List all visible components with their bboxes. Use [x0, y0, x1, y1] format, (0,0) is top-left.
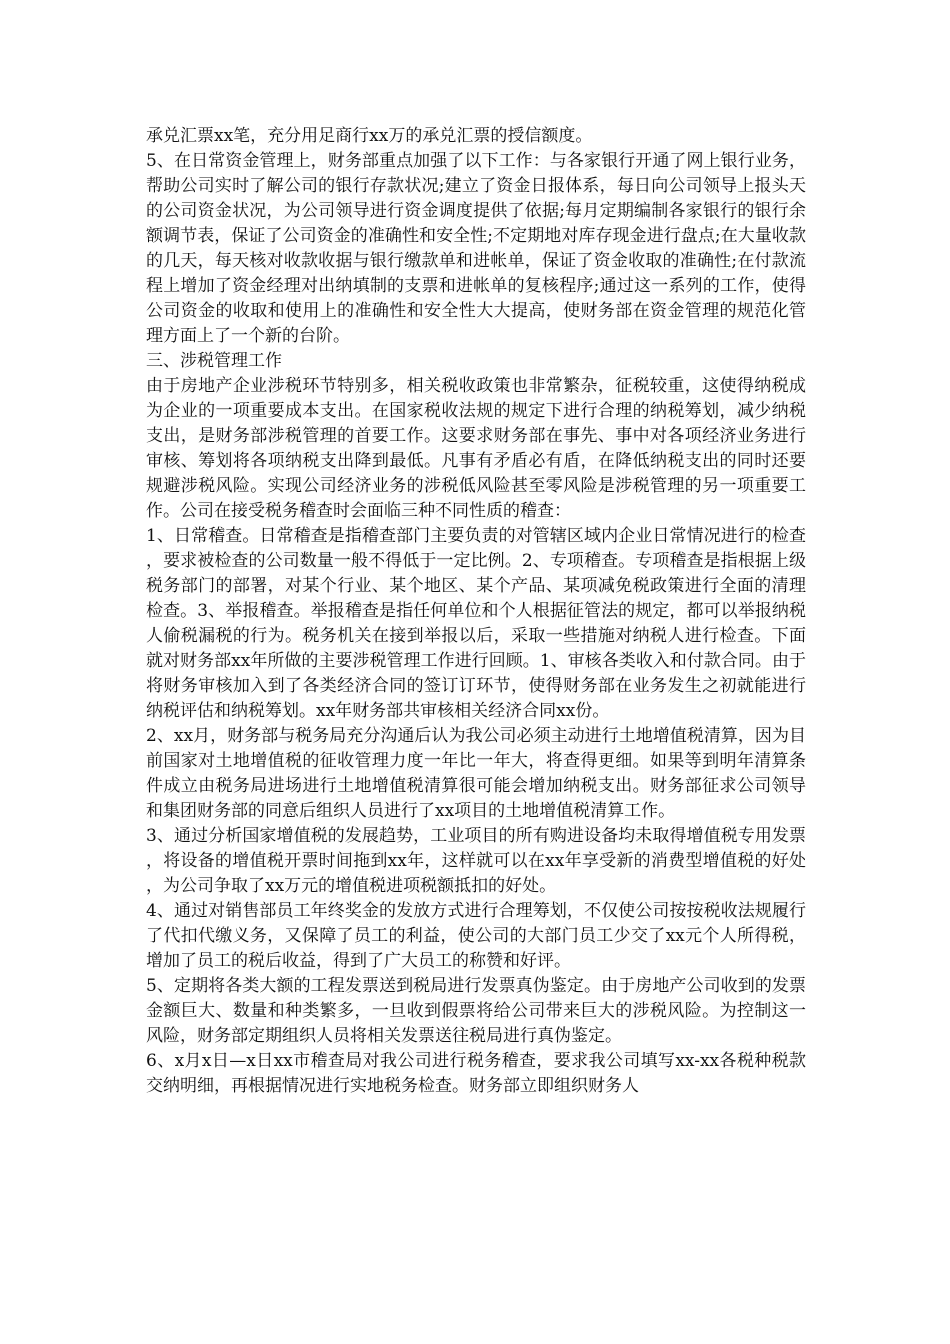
paragraph-acceptance-bills: 承兑汇票xx笔，充分用足商行xx万的承兑汇票的授信额度。: [146, 126, 593, 146]
paragraph-tax-inspection: 6、x月x日—x日xx市稽查局对我公司进行税务稽查，要求我公司填写xx-xx各税种税款交纳明细，再根据情况进行实地税务检查。财务部立即组织财务人: [146, 1051, 806, 1096]
section-heading-tax-management: 三、涉税管理工作: [146, 351, 282, 371]
paragraph-invoice-verification: 5、定期将各类大额的工程发票送到税局进行发票真伪鉴定。由于房地产公司收到的发票金额巨大、数量和种类繁多，一旦收到假票将给公司带来巨大的涉税风险。为控制这一风险，财务部定期组织人员将相关发票送往税局进行真伪鉴定。: [146, 976, 806, 1046]
paragraph-bonus-planning: 4、通过对销售部员工年终奖金的发放方式进行合理筹划，不仅使公司按按税收法规履行了代扣代缴义务，又保障了员工的利益，使公司的大部门员工少交了xx元个人所得税，增加了员工的税后收益，得到了广大员工的称赞和好评。: [146, 901, 806, 971]
paragraph-fund-management: 5、在日常资金管理上，财务部重点加强了以下工作：与各家银行开通了网上银行业务，帮助公司实时了解公司的银行存款状况;建立了资金日报体系，每日向公司领导上报头天的公司资金状况，为公司领导进行资金调度提供了依据;每月定期编制各家银行的银行余额调节表，保证了公司资金的准确性和安全性;不定期地对库存现金进行盘点;在大量收款的几天，每天核对收款收据与银行缴款单和进帐单，保证了资金收取的准确性;在付款流程上增加了资金经理对出纳填制的支票和进帐单的复核程序;通过这一系列的工作，使得公司资金的收取和使用上的准确性和安全性大大提高，使财务部在资金管理的规范化管理方面上了一个新的台阶。: [146, 151, 806, 346]
document-body: [146, 124, 806, 1099]
paragraph-audit-types: 1、日常稽查。日常稽查是指稽查部门主要负责的对管辖区域内企业日常情况进行的检查，要求被检查的公司数量一般不得低于一定比例。2、专项稽查。专项稽查是指根据上级税务部门的部署，对某个行业、某个地区、某个产品、某项减免税政策进行全面的清理检查。3、举报稽查。举报稽查是指任何单位和个人根据征管法的规定，都可以举报纳税人偷税漏税的行为。税务机关在接到举报以后，采取一些措施对纳税人进行检查。下面就对财务部xx年所做的主要涉税管理工作进行回顾。1、审核各类收入和付款合同。由于将财务审核加入到了各类经济合同的签订订环节，使得财务部在业务发生之初就能进行纳税评估和纳税筹划。xx年财务部共审核相关经济合同xx份。: [146, 526, 806, 721]
paragraph-tax-intro: 由于房地产企业涉税环节特别多，相关税收政策也非常繁杂，征税较重，这使得纳税成为企业的一项重要成本支出。在国家税收法规的规定下进行合理的纳税筹划，减少纳税支出，是财务部涉税管理的首要工作。这要求财务部在事先、事中对各项经济业务进行审核、筹划将各项纳税支出降到最低。凡事有矛盾必有盾，在降低纳税支出的同时还要规避涉税风险。实现公司经济业务的涉税低风险甚至零风险是涉税管理的另一项重要工作。公司在接受税务稽查时会面临三种不同性质的稽查：: [146, 376, 806, 521]
paragraph-vat-trend: 3、通过分析国家增值税的发展趋势，工业项目的所有购进设备均未取得增值税专用发票，将设备的增值税开票时间拖到xx年，这样就可以在xx年享受新的消费型增值税的好处，为公司争取了xx万元的增值税进项税额抵扣的好处。: [146, 826, 806, 896]
paragraph-land-vat: 2、xx月，财务部与税务局充分沟通后认为我公司必须主动进行土地增值税清算，因为目前国家对土地增值税的征收管理力度一年比一年大，将查得更细。如果等到明年清算条件成立由税务局进场进行土地增值税清算很可能会增加纳税支出。财务部征求公司领导和集团财务部的同意后组织人员进行了xx项目的土地增值税清算工作。: [146, 726, 806, 821]
